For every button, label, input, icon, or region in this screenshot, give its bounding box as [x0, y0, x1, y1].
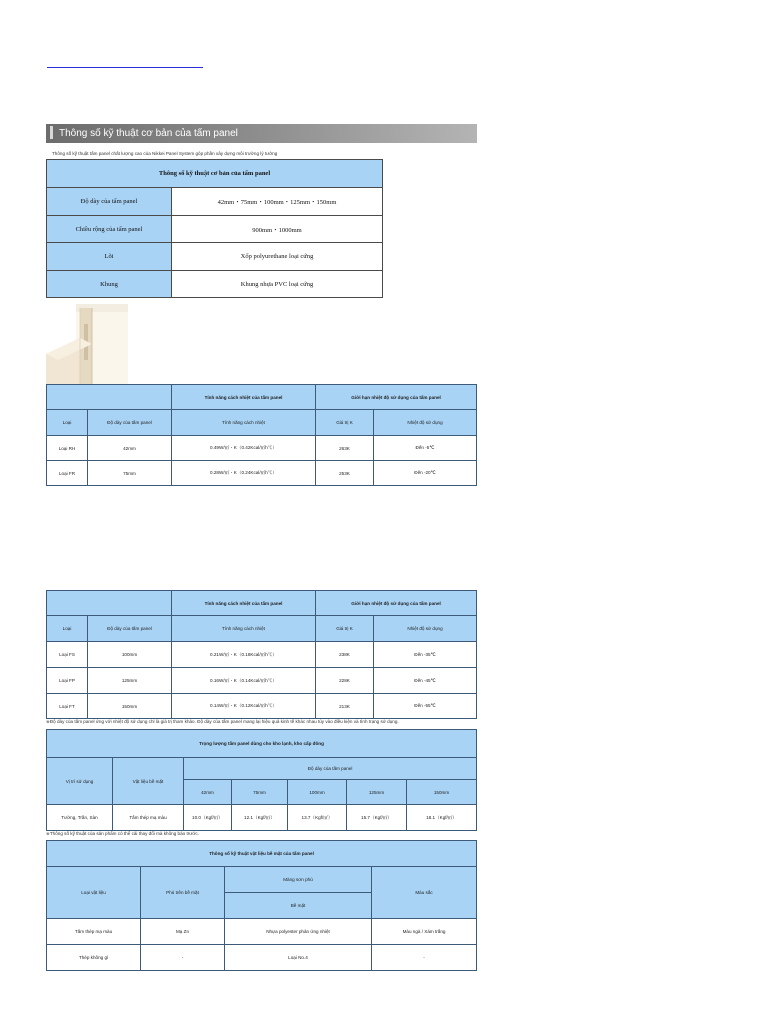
spec-value: Khung nhựa PVC loại cứng [172, 271, 383, 298]
blank-header-cell [47, 591, 172, 616]
spec-label: Khung [47, 271, 172, 298]
weight-cell: 13.7（Kgf/㎡） [288, 805, 347, 831]
type-cell: Loại FP [47, 668, 88, 694]
table-row [47, 668, 477, 694]
spec-value: Xốp polyurethane loại cứng [172, 243, 383, 271]
surface-cell: Loại No.4 [225, 945, 372, 971]
k-value-cell: 253K [316, 461, 374, 486]
spec-table-title: Thông số kỹ thuật cơ bản của tấm panel [47, 160, 383, 188]
color-cell: - [372, 945, 477, 971]
thickness-cell: 100mm [88, 642, 172, 668]
spec-label: Chiều rộng của tấm panel [47, 216, 172, 243]
material-cell: Thép không gỉ [47, 945, 141, 971]
type-header: Loại [47, 410, 88, 436]
thickness-cell: 150mm [88, 694, 172, 719]
panel-joint-illustration [46, 304, 128, 384]
insulation-cell: 0.21W/㎡・K（0.18Kcal/㎡h℃） [172, 642, 316, 668]
top-link[interactable] [47, 58, 203, 68]
weight-cell: 10.0（Kgf/㎡） [184, 805, 232, 831]
temperature-cell: Đến -55℃ [374, 694, 477, 719]
section-header [46, 124, 477, 143]
temperature-cell: Đến -45℃ [374, 668, 477, 694]
temperature-header: Nhiệt độ sử dụng [374, 410, 477, 436]
k-value-header: Giá trị K [316, 410, 374, 436]
weight-table [46, 729, 477, 831]
header-bar-accent [50, 126, 53, 139]
thickness-group-header: Độ dày của tấm panel [184, 758, 477, 780]
location-cell: Tường, Trần, Sàn [47, 805, 113, 831]
spec-value: 42mm・75mm・100mm・125mm・150mm [172, 188, 383, 216]
film-header: Màng sơn phủ [225, 867, 372, 893]
type-cell: Loại FS [47, 642, 88, 668]
color-header: Màu sắc [372, 867, 477, 919]
spec-label: Độ dày của tấm panel [47, 188, 172, 216]
material-type-header: Loại vật liệu [47, 867, 141, 919]
insulation-cell: 0.49W/㎡・K（0.42Kcal/㎡h℃） [172, 436, 316, 461]
surface-cell: Nhựa polyester phản ứng nhiệt [225, 919, 372, 945]
basic-spec-table [46, 159, 383, 298]
spec-label: Lõi [47, 243, 172, 271]
surface-material-table [46, 840, 477, 971]
surface-table-title: Thông số kỹ thuật vật liệu bề mặt của tấm panel [47, 841, 477, 867]
table-row [47, 805, 477, 831]
section-title: Thông số kỹ thuật cơ bản của tấm panel [59, 128, 238, 139]
thermal-table-1 [46, 384, 477, 486]
coating-header: Phủ trên bề mặt [141, 867, 225, 919]
type-cell: Loại FT [47, 694, 88, 719]
coating-cell: - [141, 945, 225, 971]
temperature-cell: Đến -20℃ [374, 461, 477, 486]
weight-cell: 15.7（Kgf/㎡） [347, 805, 407, 831]
temperature-cell: Đến -5℃ [374, 436, 477, 461]
thickness-cell: 125mm [88, 668, 172, 694]
spec-change-note: ※Thông số kỹ thuật của sản phẩm có thể cải thay đổi mà không báo trước. [46, 831, 199, 836]
coating-cell: Mạ Zn [141, 919, 225, 945]
thickness-col-header: 100mm [288, 780, 347, 805]
spec-value: 900mm・1000mm [172, 216, 383, 243]
table-row [47, 945, 477, 971]
insulation-cell: 0.28W/㎡・K（0.24Kcal/㎡h℃） [172, 461, 316, 486]
weight-cell: 18.1（Kgf/㎡） [407, 805, 477, 831]
surface-material-header: Vật liệu bề mặt [113, 758, 184, 805]
surface-header: Bề mặt [225, 893, 372, 919]
material-cell: Tấm thép mạ màu [47, 919, 141, 945]
temperature-header: Nhiệt độ sử dụng [374, 616, 477, 642]
thermal-table-2 [46, 590, 477, 719]
thickness-header: Độ dày của tấm panel [88, 410, 172, 436]
weight-cell: 12.1（Kgf/㎡） [232, 805, 288, 831]
insulation-group-header: Tính năng cách nhiệt của tấm panel [172, 385, 316, 410]
insulation-group-header: Tính năng cách nhiệt của tấm panel [172, 591, 316, 616]
insulation-cell: 0.16W/㎡・K（0.14Kcal/㎡h℃） [172, 668, 316, 694]
k-value-cell: 213K [316, 694, 374, 719]
insulation-cell: 0.14W/㎡・K（0.12Kcal/㎡h℃） [172, 694, 316, 719]
thickness-header: Độ dày của tấm panel [88, 616, 172, 642]
table-row [47, 642, 477, 668]
thickness-note: ※Độ dày của tấm panel ứng với nhiệt độ sử dụng chỉ là giá trị tham khảo. Độ dày của tấm panel mang lại hiệu quả kinh tế khác nhau tùy vào điều kiện và tình trạng sử dụng. [46, 719, 399, 724]
k-value-cell: 228K [316, 668, 374, 694]
k-value-header: Giá trị K [316, 616, 374, 642]
table-row [47, 436, 477, 461]
table-row [47, 694, 477, 719]
thickness-col-header: 150mm [407, 780, 477, 805]
table-row [47, 461, 477, 486]
k-value-cell: 238K [316, 642, 374, 668]
temperature-cell: Đến -35℃ [374, 642, 477, 668]
insulation-header: Tính năng cách nhiệt [172, 410, 316, 436]
temp-limit-group-header: Giới hạn nhiệt độ sử dụng của tấm panel [316, 385, 477, 410]
thickness-col-header: 75mm [232, 780, 288, 805]
thickness-col-header: 42mm [184, 780, 232, 805]
location-header: Vị trí sử dụng [47, 758, 113, 805]
type-cell: Loại FR [47, 461, 88, 486]
thickness-cell: 42mm [88, 436, 172, 461]
k-value-cell: 263K [316, 436, 374, 461]
weight-table-title: Trọng lượng tấm panel dùng cho kho lạnh, kho cấp đông [47, 730, 477, 758]
type-cell: Loại RH [47, 436, 88, 461]
type-header: Loại [47, 616, 88, 642]
table-row [47, 919, 477, 945]
color-cell: Màu ngà / Xám trắng [372, 919, 477, 945]
section-intro: Thông số kỹ thuật tấm panel chất lượng cao của Nikkei Panel System góp phần xây dựng môi trường lý tưởng [52, 151, 278, 156]
blank-header-cell [47, 385, 172, 410]
thickness-col-header: 125mm [347, 780, 407, 805]
insulation-header: Tính năng cách nhiệt [172, 616, 316, 642]
material-cell: Tấm thép mạ màu [113, 805, 184, 831]
thickness-cell: 75mm [88, 461, 172, 486]
temp-limit-group-header: Giới hạn nhiệt độ sử dụng của tấm panel [316, 591, 477, 616]
